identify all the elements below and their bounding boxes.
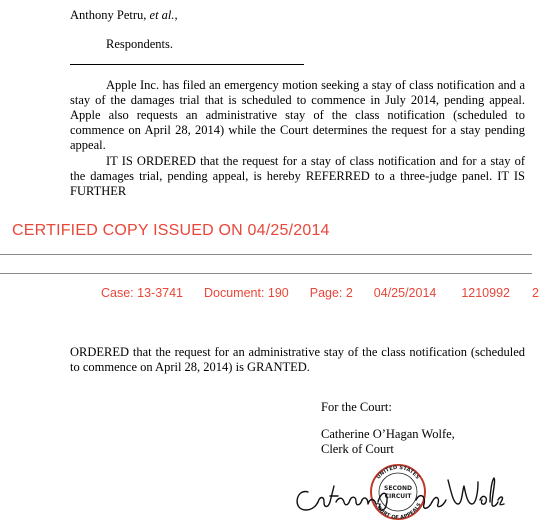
court-seal-icon bbox=[371, 465, 425, 521]
certified-copy-banner: CERTIFIED COPY ISSUED ON 04/25/2014 bbox=[12, 222, 330, 239]
meta-document: Document: 190 bbox=[203, 286, 289, 300]
seal-bottom-text: COURT OF APPEALS bbox=[373, 502, 423, 522]
clerk-title: Clerk of Court bbox=[321, 442, 394, 456]
seal-middle-2: CIRCUIT bbox=[384, 493, 412, 500]
meta-page: Page: 2 bbox=[309, 286, 353, 300]
party-name: Anthony Petru, bbox=[70, 8, 147, 22]
respondents-label: Respondents. bbox=[106, 37, 174, 51]
for-the-court: For the Court: bbox=[321, 400, 392, 414]
meta-date: 04/25/2014 bbox=[373, 286, 437, 300]
party-name-line bbox=[70, 8, 178, 23]
page-break-rule-bottom bbox=[0, 273, 532, 274]
meta-id: 1210992 bbox=[461, 286, 510, 300]
caption-rule bbox=[70, 64, 304, 65]
paragraph-motion: Apple Inc. has filed an emergency motion seeking a stay of class notification and a stay of the damages trial that is scheduled to commence in July 2014, pending appeal. Apple also requests an administrative stay of the class notification (scheduled to commence on April 28, 2014) while the Court determines the request for a stay pending appeal. bbox=[70, 78, 525, 152]
meta-case: Case: 13-3741 bbox=[101, 286, 184, 300]
paragraph-referred: IT IS ORDERED that the request for a stay of class notification and for a stay of the damages trial, pending appeal, is hereby REFERRED to a three-judge panel. IT IS FURTHER bbox=[70, 154, 525, 198]
page-meta-line bbox=[101, 286, 539, 300]
seal-top-text: UNITED STATES bbox=[375, 464, 421, 481]
paragraph-granted: ORDERED that the request for an administrative stay of the class notification (scheduled to commence on April 28, 2014) is GRANTED. bbox=[70, 345, 525, 374]
clerk-signature bbox=[286, 462, 506, 524]
page-break-rule-top bbox=[0, 254, 532, 255]
clerk-name: Catherine O’Hagan Wolfe, bbox=[321, 427, 455, 441]
party-etal: et al., bbox=[149, 8, 178, 22]
svg-text:COURT OF APPEALS bbox=[373, 502, 423, 521]
meta-count: 2 bbox=[531, 286, 539, 300]
seal-middle-1: SECOND bbox=[384, 485, 412, 492]
